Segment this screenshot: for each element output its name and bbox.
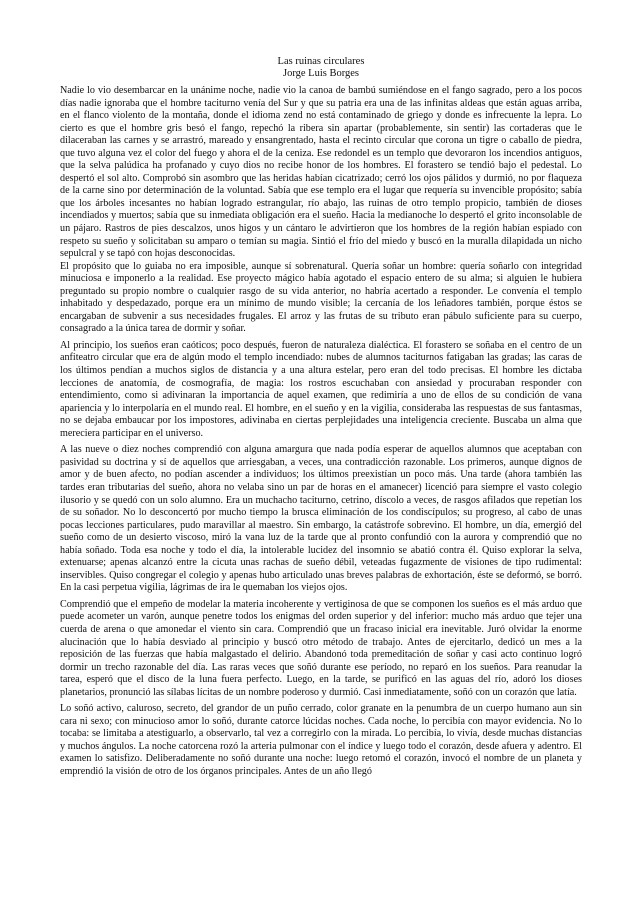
paragraph: El propósito que lo guiaba no era imposible, aunque sí sobrenatural. Quería soñar un hombre: quería soñarlo con integridad minuciosa e imponerlo a la realidad. Ese proyecto mágico había agotado el espacio entero de su alma; si alguien le hubiera preguntado su propio nombre o cualquier rasgo de su vida anterior, no habría acertado a responder. Le convenía el templo inhabitado y despedazado, porque era un mínimo de mundo visible; la cercanía de los leñadores también, porque éstos se encargaban de subvenir a sus necesidades frugales. El arroz y las frutas de su tributo eran pábulo suficiente para su cuerpo, consagrado a la única tarea de dormir y soñar.: [60, 260, 582, 335]
document-title: Las ruinas circulares: [277, 56, 365, 67]
paragraph: Al principio, los sueños eran caóticos; poco después, fueron de naturaleza dialéctica. El forastero se soñaba en el centro de un anfiteatro circular que era de algún modo el templo incendiado: nubes de alumnos taciturnos fatigaban las gradas; las caras de los últimos pendían a muchos siglos de distancia y a una altura estelar, pero eran del todo precisas. El hombre les dictaba lecciones de anatomía, de cosmografía, de magia: los rostros escuchaban con ansiedad y procuraban responder con entendimiento, como si adivinaran la importancia de aquel examen, que redimiría a uno de ellos de su condición de vana apariencia y lo interpolaría en el mundo real. El hombre, en el sueño y en la vigilia, consideraba las respuestas de sus fantasmas, no se dejaba embaucar por los impostores, adivinaba en ciertas perplejidades una inteligencia creciente. Buscaba un alma que mereciera participar en el universo.: [60, 339, 582, 439]
paragraph: Lo soñó activo, caluroso, secreto, del grandor de un puño cerrado, color granate en la penumbra de un cuerpo humano aun sin cara ni sexo; con minucioso amor lo soñó, durante catorce lúcidas noches. Cada noche, lo percibía con mayor evidencia. No lo tocaba: se limitaba a atestiguarlo, a observarlo, tal vez a corregirlo con la mirada. Lo percibía, lo vivía, desde muchas distancias y muchos ángulos. La noche catorcena rozó la arteria pulmonar con el índice y luego todo el corazón, desde afuera y adentro. El examen lo satisfizo. Deliberadamente no soñó durante una noche: luego retomó el corazón, invocó el nombre de un planeta y emprendió la visión de otro de los órganos principales. Antes de un año llegó: [60, 703, 582, 777]
paragraph: Comprendió que el empeño de modelar la materia incoherente y vertiginosa de que se componen los sueños es el más arduo que puede acometer un varón, aunque penetre todos los enigmas del orden superior y del inferior: mucho más arduo que tejer una cuerda de arena o que amonedar el viento sin cara. Comprendió que un fracaso inicial era inevitable. Juró olvidar la enorme alucinación que lo había desviado al principio y buscó otro método de trabajo. Antes de ejercitarlo, dedicó un mes a la reposición de las fuerzas que había malgastado el delirio. Abandonó toda premeditación de soñar y casi acto continuo logró dormir un trecho razonable del día. Las raras veces que soñó durante ese período, no reparó en los sueños. Para reanudar la tarea, esperó que el disco de la luna fuera perfecto. Luego, en la tarde, se purificó en las aguas del río, adoró los dioses planetarios, pronunció las sílabas lícitas de un nombre poderoso y durmió. Casi inmediatamente, soñó con un corazón que latía.: [60, 598, 582, 698]
document-page: [60, 56, 582, 783]
document-author: Jorge Luis Borges: [282, 68, 360, 79]
paragraph: Nadie lo vio desembarcar en la unánime noche, nadie vio la canoa de bambú sumiéndose en el fango sagrado, pero a los pocos días nadie ignoraba que el hombre taciturno venía del Sur y que su patria era una de las infinitas aldeas que están aguas arriba, en el flanco violento de la montaña, donde el idioma zend no está contaminado de griego y donde es infrecuente la lepra. Lo cierto es que el hombre gris besó el fango, repechó la ribera sin apartar (probablemente, sin sentir) las cortaderas que le dilaceraban las carnes y se arrastró, mareado y ensangrentado, hasta el recinto circular que corona un tigre o caballo de piedra, que tuvo alguna vez el color del fuego y ahora el de la ceniza. Ese redondel es un templo que devoraron los incendios antiguos, que la selva palúdica ha profanado y cuyo dios no recibe honor de los hombres. El forastero se tendió bajo el pedestal. Lo despertó el sol alto. Comprobó sin asombro que las heridas habían cicatrizado; cerró los ojos pálidos y durmió, no por flaqueza de la carne sino por determinación de la voluntad. Sabía que ese templo era el lugar que requería su invencible propósito; sabía que los árboles incesantes no habían logrado estrangular, río abajo, las ruinas de otro templo propicio, también de dioses incendiados y muertos; sabía que su inmediata obligación era el sueño. Hacia la medianoche lo despertó el grito inconsolable de un pájaro. Rastros de pies descalzos, unos higos y un cántaro le advirtieron que los hombres de la región habían espiado con respeto su sueño y solicitaban su amparo o temían su magia. Sintió el frío del miedo y buscó en la muralla dilapidada un nicho sepulcral y se tapó con hojas desconocidas.: [60, 85, 582, 260]
paragraph: A las nueve o diez noches comprendió con alguna amargura que nada podía esperar de aquellos alumnos que aceptaban con pasividad su doctrina y sí de aquellos que arriesgaban, a veces, una contradicción razonable. Los primeros, aunque dignos de amor y de buen afecto, no podían ascender a individuos; los últimos preexistían un poco más. Una tarde (ahora también las tardes eran tributarias del sueño, ahora no velaba sino un par de horas en el amanecer) licenció para siempre el vasto colegio ilusorio y se quedó con un solo alumno. Era un muchacho taciturno, cetrino, díscolo a veces, de rasgos afilados que repetían los de su soñador. No lo desconcertó por mucho tiempo la brusca eliminación de los condiscípulos; su progreso, al cabo de unas pocas lecciones particulares, pudo maravillar al maestro. Sin embargo, la catástrofe sobrevino. El hombre, un día, emergió del sueño como de un desierto viscoso, miró la vana luz de la tarde que al pronto confundió con la aurora y comprendió que no había soñado. Toda esa noche y todo el día, la intolerable lucidez del insomnio se abatió contra él. Quiso explorar la selva, extenuarse; apenas alcanzó entre la cicuta unas rachas de sueño débil, veteadas fugazmente de visiones de tipo rudimental: inservibles. Quiso congregar el colegio y apenas hubo articulado unas breves palabras de exhortación, éste se deformó, se borró. En la casi perpetua vigilia, lágrimas de ira le quemaban los viejos ojos.: [60, 444, 582, 594]
document-header: [60, 56, 582, 80]
